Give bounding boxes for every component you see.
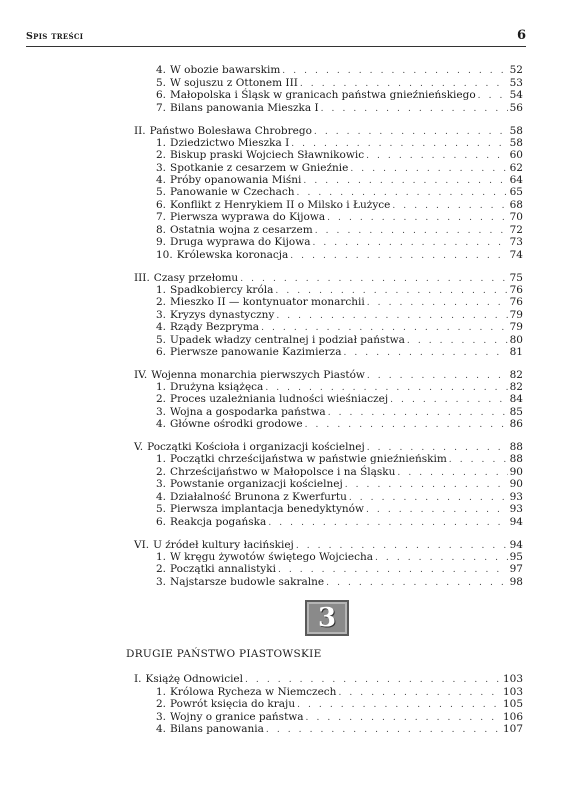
toc-entry-title: Drużyna książęca <box>170 381 264 393</box>
toc-entry-number: II. <box>134 125 146 137</box>
toc-entry-title: Kryzys dynastyczny <box>170 309 275 321</box>
toc-section-entry <box>156 249 523 262</box>
toc-section-entry <box>156 478 523 491</box>
toc-entry-page: 86 <box>509 418 523 430</box>
toc-chapter-entry <box>134 673 523 686</box>
toc-entry-page: 68 <box>509 199 523 211</box>
toc-entry-title: Reakcja pogańska <box>170 516 267 528</box>
toc-entry-title: Główne ośrodki grodowe <box>170 418 303 430</box>
toc-entry-title: Upadek władzy centralnej i podział państwa <box>170 334 405 346</box>
toc-entry-page: 82 <box>509 381 523 393</box>
toc-entry-title: W kręgu żywotów świętego Wojciecha <box>170 551 373 563</box>
toc-entry-title: Najstarsze budowle sakralne <box>170 576 325 588</box>
page-number: 6 <box>516 28 526 43</box>
toc-entry-title: Powrót księcia do kraju <box>170 698 296 710</box>
toc-entry-number: I. <box>134 673 142 685</box>
toc-entry-title: Konflikt z Henrykiem II o Milsko i Łużyce <box>170 199 391 211</box>
toc-entry-number: 4. <box>156 418 167 430</box>
toc-entry-title: Królowa Rycheza w Niemczech <box>170 686 337 698</box>
toc-section-entry <box>156 503 523 516</box>
toc-entry-page: 53 <box>509 77 523 89</box>
toc-entry-page: 88 <box>509 453 523 465</box>
dot-leader <box>321 103 508 116</box>
toc-entry-title: Spotkanie z cesarzem w Gnieźnie <box>170 162 349 174</box>
toc-entry-number: IV. <box>134 369 148 381</box>
toc-section-entry <box>156 64 523 77</box>
toc-section-entry <box>156 698 523 711</box>
toc-entry-page: 88 <box>509 441 523 453</box>
toc-entry-number: 7. <box>156 211 167 223</box>
toc-entry-number: 10. <box>156 249 173 261</box>
toc-entry-title: Mieszko II — kontynuator monarchii <box>170 296 365 308</box>
toc-section-entry <box>156 516 523 529</box>
toc-entry-title: Małopolska i Śląsk w granicach państwa gnieźnieńskiego <box>170 89 476 101</box>
part-number: 3 <box>317 603 337 633</box>
toc-entry-number: 1. <box>156 551 167 563</box>
toc-entry-page: 85 <box>509 406 523 418</box>
part-number-badge <box>305 600 349 636</box>
toc-entry-title: Książę Odnowiciel <box>145 673 244 685</box>
toc-entry-title: Początki Kościoła i organizacji kościelnej <box>147 441 365 453</box>
toc-entry-page: 98 <box>509 576 523 588</box>
toc-entry-number: 1. <box>156 137 167 149</box>
toc-entry-title: W sojuszu z Ottonem III <box>170 77 298 89</box>
toc-section-entry <box>156 296 523 309</box>
toc-section-entry <box>156 393 523 406</box>
toc-entry-title: Dziedzictwo Mieszka I <box>170 137 290 149</box>
toc-entry-title: Wojna a gospodarka państwa <box>170 406 326 418</box>
toc-entry-number: 2. <box>156 393 167 405</box>
toc-entry-title: Początki chrześcijaństwa w państwie gnieźnieńskim <box>170 453 447 465</box>
toc-entry-page: 93 <box>509 491 523 503</box>
toc-entry-page: 82 <box>509 369 523 381</box>
toc-entry-page: 80 <box>509 334 523 346</box>
toc-section-entry <box>156 186 523 199</box>
toc-entry-page: 79 <box>509 321 523 333</box>
dot-leader <box>266 724 501 737</box>
toc-entry-page: 107 <box>502 723 523 735</box>
toc-entry-number: 6. <box>156 346 167 358</box>
toc-entry-title: Panowanie w Czechach <box>170 186 295 198</box>
toc-entry-number: 9. <box>156 236 167 248</box>
toc-entry-number: 3. <box>156 309 167 321</box>
toc-entry-number: 1. <box>156 284 167 296</box>
toc-entry-page: 76 <box>509 284 523 296</box>
toc-entry-page: 56 <box>509 102 523 114</box>
toc-entry-title: Ostatnia wojna z cesarzem <box>170 224 313 236</box>
toc-entry-number: III. <box>134 272 150 284</box>
toc-entry-title: Biskup praski Wojciech Sławnikowic <box>170 149 365 161</box>
running-header-title: Spis treści <box>26 31 84 42</box>
toc-entry-number: 3. <box>156 162 167 174</box>
toc-entry-number: 3. <box>156 576 167 588</box>
toc-entry-title: Rządy Bezpryma <box>170 321 260 333</box>
toc-entry-page: 52 <box>509 64 523 76</box>
toc-entry-page: 97 <box>509 563 523 575</box>
toc-entry-number: 5. <box>156 186 167 198</box>
toc-entry-page: 94 <box>509 539 523 551</box>
dot-leader <box>343 347 507 360</box>
toc-entry-number: 8. <box>156 224 167 236</box>
dot-leader <box>290 250 507 263</box>
toc-entry-title: Działalność Brunona z Kwerfurtu <box>170 491 347 503</box>
toc-entry-number: 4. <box>156 321 167 333</box>
toc-entry-number: 5. <box>156 503 167 515</box>
toc-entry-page: 103 <box>502 673 523 685</box>
toc-entry-number: 3. <box>156 711 167 723</box>
toc-entry-title: W obozie bawarskim <box>170 64 281 76</box>
toc-entry-page: 58 <box>509 125 523 137</box>
toc-entry-title: Pierwsza implantacja benedyktynów <box>170 503 364 515</box>
toc-entry-page: 105 <box>502 698 523 710</box>
toc-entry-page: 106 <box>502 711 523 723</box>
toc-entry-title: Bilans panowania <box>170 723 264 735</box>
toc-section-entry <box>156 149 523 162</box>
toc-entry-title: Czasy przełomu <box>153 272 239 284</box>
toc-entry-number: 3. <box>156 478 167 490</box>
running-header <box>26 30 526 47</box>
toc-entry-number: 1. <box>156 381 167 393</box>
toc-entry-number: 6. <box>156 199 167 211</box>
toc-entry-page: 95 <box>509 551 523 563</box>
toc-entry-number: 5. <box>156 77 167 89</box>
toc-entry-title: Państwo Bolesława Chrobrego <box>149 125 312 137</box>
toc-section-entry <box>156 723 523 736</box>
toc-entry-number: 2. <box>156 296 167 308</box>
toc-entry-page: 74 <box>509 249 523 261</box>
toc-entry-number: 4. <box>156 723 167 735</box>
toc-entry-page: 73 <box>509 236 523 248</box>
toc-entry-number: 2. <box>156 466 167 478</box>
toc-entry-page: 64 <box>509 174 523 186</box>
toc-section-entry <box>156 576 523 589</box>
toc-entry-number: 1. <box>156 686 167 698</box>
toc-entry-page: 65 <box>509 186 523 198</box>
toc-entry-number: 3. <box>156 406 167 418</box>
toc-entry-page: 90 <box>509 466 523 478</box>
toc-entry-number: 2. <box>156 149 167 161</box>
toc-section-entry <box>156 453 523 466</box>
toc-entry-number: V. <box>134 441 144 453</box>
toc-entry-number: 4. <box>156 64 167 76</box>
toc-entry-number: 6. <box>156 89 167 101</box>
toc-entry-page: 62 <box>509 162 523 174</box>
toc-entry-title: Wojenna monarchia pierwszych Piastów <box>151 369 365 381</box>
toc-entry-number: VI. <box>134 539 150 551</box>
toc-entry-number: 2. <box>156 698 167 710</box>
toc-entry-title: Chrześcijaństwo w Małopolsce i na Śląsku <box>170 466 396 478</box>
toc-entry-number: 1. <box>156 453 167 465</box>
toc-entry-title: Druga wyprawa do Kijowa <box>170 236 311 248</box>
toc-entry-number: 4. <box>156 174 167 186</box>
toc-entry-number: 2. <box>156 563 167 575</box>
toc-entry-page: 79 <box>509 309 523 321</box>
toc-entry-title: Spadkobiercy króla <box>170 284 274 296</box>
toc-entry-title: Pierwsza wyprawa do Kijowa <box>170 211 326 223</box>
toc-entry-title: Bilans panowania Mieszka I <box>170 102 319 114</box>
dot-leader <box>326 577 507 590</box>
toc-entry-page: 81 <box>509 346 523 358</box>
part-title: DRUGIE PAŃSTWO PIASTOWSKIE <box>126 648 322 660</box>
toc-section-entry <box>156 89 523 102</box>
toc-entry-page: 54 <box>509 89 523 101</box>
toc-entry-page: 94 <box>509 516 523 528</box>
toc-entry-page: 72 <box>509 224 523 236</box>
toc-entry-page: 103 <box>502 686 523 698</box>
toc-entry-title: Królewska koronacja <box>176 249 289 261</box>
toc-entry-title: Wojny o granice państwa <box>170 711 304 723</box>
toc-section-entry <box>156 346 523 359</box>
toc-entry-page: 58 <box>509 137 523 149</box>
toc-section-entry <box>156 102 523 115</box>
dot-leader <box>305 419 508 432</box>
toc-entry-page: 76 <box>509 296 523 308</box>
toc-entry-page: 70 <box>509 211 523 223</box>
toc-section-entry <box>156 563 523 576</box>
toc-entry-page: 75 <box>509 272 523 284</box>
toc-entry-number: 5. <box>156 334 167 346</box>
toc-entry-title: Początki annalistyki <box>170 563 276 575</box>
toc-entry-number: 6. <box>156 516 167 528</box>
toc-entry-page: 93 <box>509 503 523 515</box>
toc-entry-title: U źródeł kultury łacińskiej <box>153 539 294 551</box>
toc-entry-title: Powstanie organizacji kościelnej <box>170 478 343 490</box>
toc-section-entry <box>156 236 523 249</box>
toc-entry-page: 84 <box>509 393 523 405</box>
toc-entry-title: Pierwsze panowanie Kazimierza <box>170 346 342 358</box>
toc-section-entry <box>156 211 523 224</box>
toc-entry-page: 90 <box>509 478 523 490</box>
toc-entry-title: Próby opanowania Miśni <box>170 174 302 186</box>
toc-section-entry <box>156 321 523 334</box>
toc-entry-number: 4. <box>156 491 167 503</box>
toc-entry-title: Proces uzależniania ludności wieśniaczej <box>170 393 389 405</box>
toc-entry-number: 7. <box>156 102 167 114</box>
dot-leader <box>268 517 507 530</box>
toc-section-entry <box>156 418 523 431</box>
toc-entry-page: 60 <box>509 149 523 161</box>
